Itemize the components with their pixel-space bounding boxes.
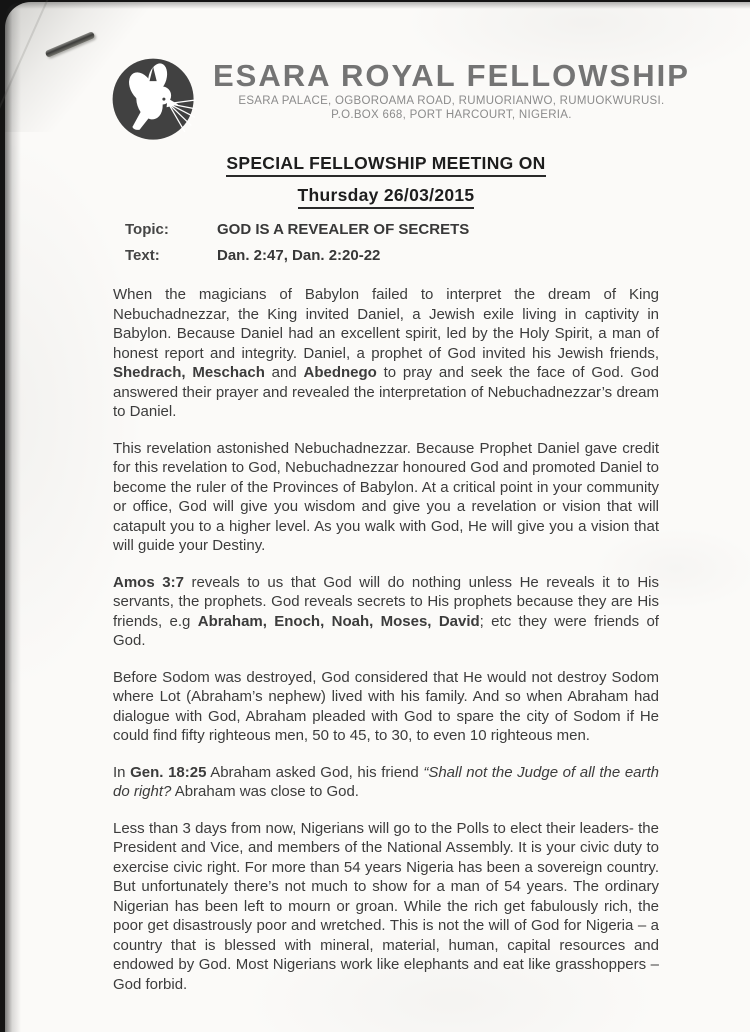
title-line-1: SPECIAL FELLOWSHIP MEETING ON xyxy=(226,152,545,177)
title-row-2 xyxy=(113,184,659,209)
text-row xyxy=(125,247,469,264)
text-value: Dan. 2:47, Dan. 2:20-22 xyxy=(217,247,381,264)
topic-label: Topic: xyxy=(125,221,169,238)
paragraph-text: Before Sodom was destroyed, God considered that He would not destroy Sodom where Lot (Abraham’s nephew) lived with his family. And so when Abraham had dialogue with God, Abraham pleaded with God to spare the city of Sodom if He could find fifty righteous men, 50 to 45, to 30, to even 10 righteous men. xyxy=(113,668,659,744)
paragraph-text: This revelation astonished Nebuchadnezzar. Because Prophet Daniel gave credit for this revelation to God, Nebuchadnezzar honoured God and promoted Daniel to become the ruler of the Provinces of Babylon. At a critical point in your community or office, God will give you wisdom and give you a revelation or vision that will catapult you to a higher level. As you walk with God, He will give you a vision that will guide your Destiny. xyxy=(113,439,659,554)
top-edge-shadow xyxy=(5,2,750,9)
scanned-page xyxy=(5,2,750,1032)
letterhead-text xyxy=(213,58,690,122)
address-line-2: P.O.BOX 668, PORT HARCOURT, NIGERIA. xyxy=(331,109,572,121)
corner-crease xyxy=(0,0,50,110)
paragraph-text: In xyxy=(113,763,131,781)
body-paragraph xyxy=(113,573,659,651)
letterhead xyxy=(108,55,690,145)
meta-section xyxy=(125,221,469,273)
topic-value: GOD IS A REVEALER OF SECRETS xyxy=(217,221,470,238)
paragraph-text: Abraham was close to God. xyxy=(171,783,359,800)
left-edge-shadow xyxy=(5,2,21,1032)
body-paragraph xyxy=(113,763,659,802)
paragraph-text: reveals to us that God will do nothing unless He reveals it to His servants, the prophets. God reveals secrets to His prophets because they are His friends, e.g xyxy=(113,573,659,630)
paragraph-text: to pray and seek the face of God. God answered their prayer and revealed the interpretation of Nebuchadnezzar’s dream to Daniel. xyxy=(113,364,659,420)
document-title xyxy=(113,152,659,216)
italic-text: “Shall not the Judge of all the earth do right? xyxy=(113,763,660,800)
text-label: Text: xyxy=(125,247,160,264)
bold-text: Shedrach, Meschach xyxy=(113,364,265,381)
body-paragraph xyxy=(113,668,659,746)
dove-with-rays-logo-icon xyxy=(108,55,200,145)
body-paragraph xyxy=(113,439,659,556)
organization-name: ESARA ROYAL FELLOWSHIP xyxy=(213,58,690,93)
address-line-1: ESARA PALACE, OGBOROAMA ROAD, RUMUORIANWO, RUMUOKWURUSI. xyxy=(238,95,665,107)
bold-text: Abednego xyxy=(303,364,377,381)
topic-row xyxy=(125,221,469,238)
paragraph-text: and xyxy=(264,364,304,381)
title-row-1 xyxy=(113,152,659,177)
title-line-2: Thursday 26/03/2015 xyxy=(298,184,475,209)
bold-text: Abraham, Enoch, Noah, Moses, David xyxy=(197,612,480,630)
bold-text: Gen. 18:25 xyxy=(130,763,207,781)
bold-text: Amos 3:7 xyxy=(113,573,184,591)
body-paragraph xyxy=(113,819,659,995)
body-paragraphs xyxy=(113,285,659,1011)
paragraph-text: ; etc they were friends of God. xyxy=(113,612,659,649)
paragraph-text: Abraham asked God, his friend xyxy=(206,763,424,781)
body-paragraph xyxy=(113,285,659,422)
paragraph-text: Less than 3 days from now, Nigerians will go to the Polls to elect their leaders- the President and Vice, and members of the National Assembly. It is your civic duty to exercise civic right. For more than 54 years Nigeria has been a sovereign country. But unfortunately there’s not much to show for a man of 54 years. The ordinary Nigerian has been left to mourn or groan. While the rich get fabulously rich, the poor get disastrously poor and wretched. This is not the will of God for Nigeria – a country that is blessed with mineral, material, human, capital resources and endowed by God. Most Nigerians work like elephants and eat like grasshoppers – God forbid. xyxy=(113,819,659,993)
paragraph-text: When the magicians of Babylon failed to interpret the dream of King Nebuchadnezzar, the King invited Daniel, a Jewish exile living in captivity in Babylon. Because Daniel had an excellent spirit, led by the Holy Spirit, a man of honest report and integrity. Daniel, a prophet of God invited his Jewish friends, xyxy=(113,286,659,362)
